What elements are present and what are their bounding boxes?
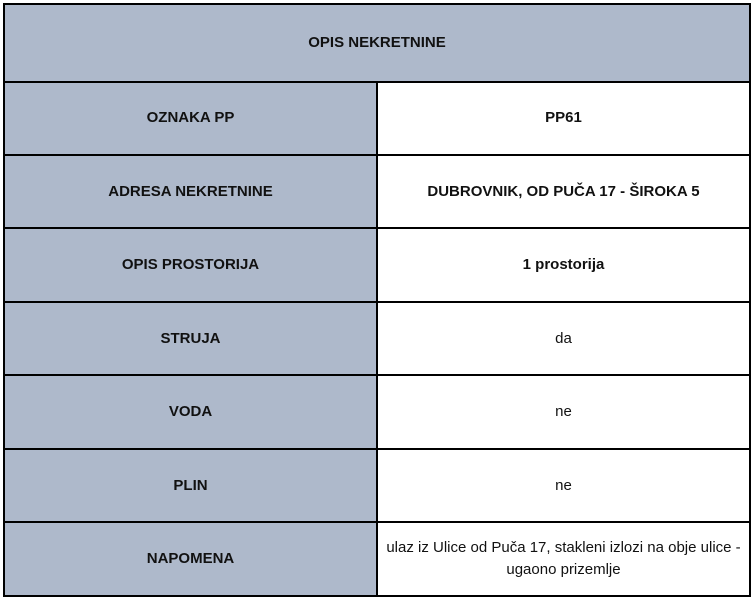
row-adresa-nekretnine — [4, 155, 750, 228]
value-oznaka-pp: PP61 — [377, 82, 750, 155]
label-opis-prostorija: OPIS PROSTORIJA — [4, 228, 377, 301]
value-opis-prostorija: 1 prostorija — [377, 228, 750, 301]
row-opis-prostorija — [4, 228, 750, 301]
row-plin — [4, 449, 750, 522]
label-adresa-nekretnine: ADRESA NEKRETNINE — [4, 155, 377, 228]
label-napomena: NAPOMENA — [4, 522, 377, 596]
value-struja: da — [377, 302, 750, 375]
row-voda — [4, 375, 750, 448]
property-description-table — [3, 3, 751, 597]
row-napomena — [4, 522, 750, 596]
label-plin: PLIN — [4, 449, 377, 522]
value-napomena: ulaz iz Ulice od Puča 17, stakleni izlozi na obje ulice - ugaono prizemlje — [377, 522, 750, 596]
value-plin: ne — [377, 449, 750, 522]
row-struja — [4, 302, 750, 375]
label-voda: VODA — [4, 375, 377, 448]
row-oznaka-pp — [4, 82, 750, 155]
value-voda: ne — [377, 375, 750, 448]
value-adresa-nekretnine: DUBROVNIK, OD PUČA 17 - ŠIROKA 5 — [377, 155, 750, 228]
table-title: OPIS NEKRETNINE — [4, 4, 750, 82]
label-struja: STRUJA — [4, 302, 377, 375]
title-row — [4, 4, 750, 82]
label-oznaka-pp: OZNAKA PP — [4, 82, 377, 155]
